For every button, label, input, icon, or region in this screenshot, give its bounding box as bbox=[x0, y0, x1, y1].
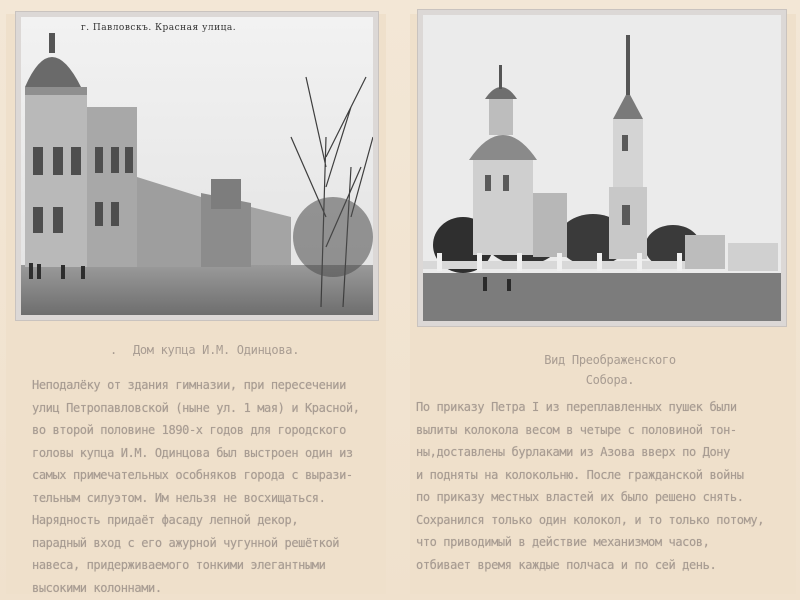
left-line: навеса, придерживаемого тонкими элегантными bbox=[32, 558, 326, 572]
odintsov-house-photo bbox=[21, 17, 373, 315]
cathedral-scene-illustration bbox=[423, 15, 781, 321]
left-line: головы купца И.М. Одинцова был выстроен один из bbox=[32, 445, 353, 460]
cathedral-photo-frame bbox=[418, 10, 786, 326]
right-title-line-2: Собора. bbox=[585, 373, 635, 387]
left-line: во второй половине 1890-х годов для городского bbox=[32, 423, 346, 437]
right-line: и подняты на колокольню. После гражданской войны bbox=[416, 467, 744, 482]
left-line: парадный вход с его ажурной чугунной решёткой bbox=[32, 535, 340, 550]
left-line: высокими колоннами. bbox=[32, 580, 162, 595]
left-title-text: Дом купца И.М. Одинцова. bbox=[132, 343, 300, 357]
right-line: по приказу местных властей их было решено снять. bbox=[416, 490, 744, 504]
right-line: что приводимый в действие механизмом часов, bbox=[416, 535, 710, 549]
right-description bbox=[416, 396, 786, 576]
cathedral-photo bbox=[423, 15, 781, 321]
right-line: отбивает время каждые полчаса и по сей день. bbox=[416, 557, 717, 572]
right-title-line-1: Вид Преображенского bbox=[544, 353, 676, 367]
left-line: тельным силуэтом. Им нельзя не восхищаться. bbox=[32, 490, 326, 505]
left-line: улиц Петропавловской (ныне ул. 1 мая) и Красной, bbox=[32, 400, 360, 415]
left-description bbox=[32, 374, 382, 599]
left-line: Нарядность придаёт фасаду лепной декор, bbox=[32, 513, 299, 527]
left-line: самых примечательных особняков города с вырази- bbox=[32, 468, 353, 482]
right-line: ны,доставлены бурлаками из Азова вверх по Дону bbox=[416, 445, 730, 459]
left-line: Неподалёку от здания гимназии, при пересечении bbox=[32, 378, 346, 392]
bullet-dot: . bbox=[110, 343, 117, 357]
photo-caption: г. Павловскъ. Красная улица. bbox=[81, 23, 237, 33]
right-line: вылиты колокола весом в четыре с половиной тон- bbox=[416, 422, 737, 437]
right-line: Сохранился только один колокол, и то только потому, bbox=[416, 512, 765, 527]
street-scene-illustration bbox=[21, 17, 373, 315]
odintsov-house-photo-frame bbox=[16, 12, 378, 320]
right-line: По приказу Петра I из переплавленных пушек были bbox=[416, 400, 737, 414]
left-title bbox=[110, 343, 299, 357]
right-title bbox=[510, 350, 710, 390]
